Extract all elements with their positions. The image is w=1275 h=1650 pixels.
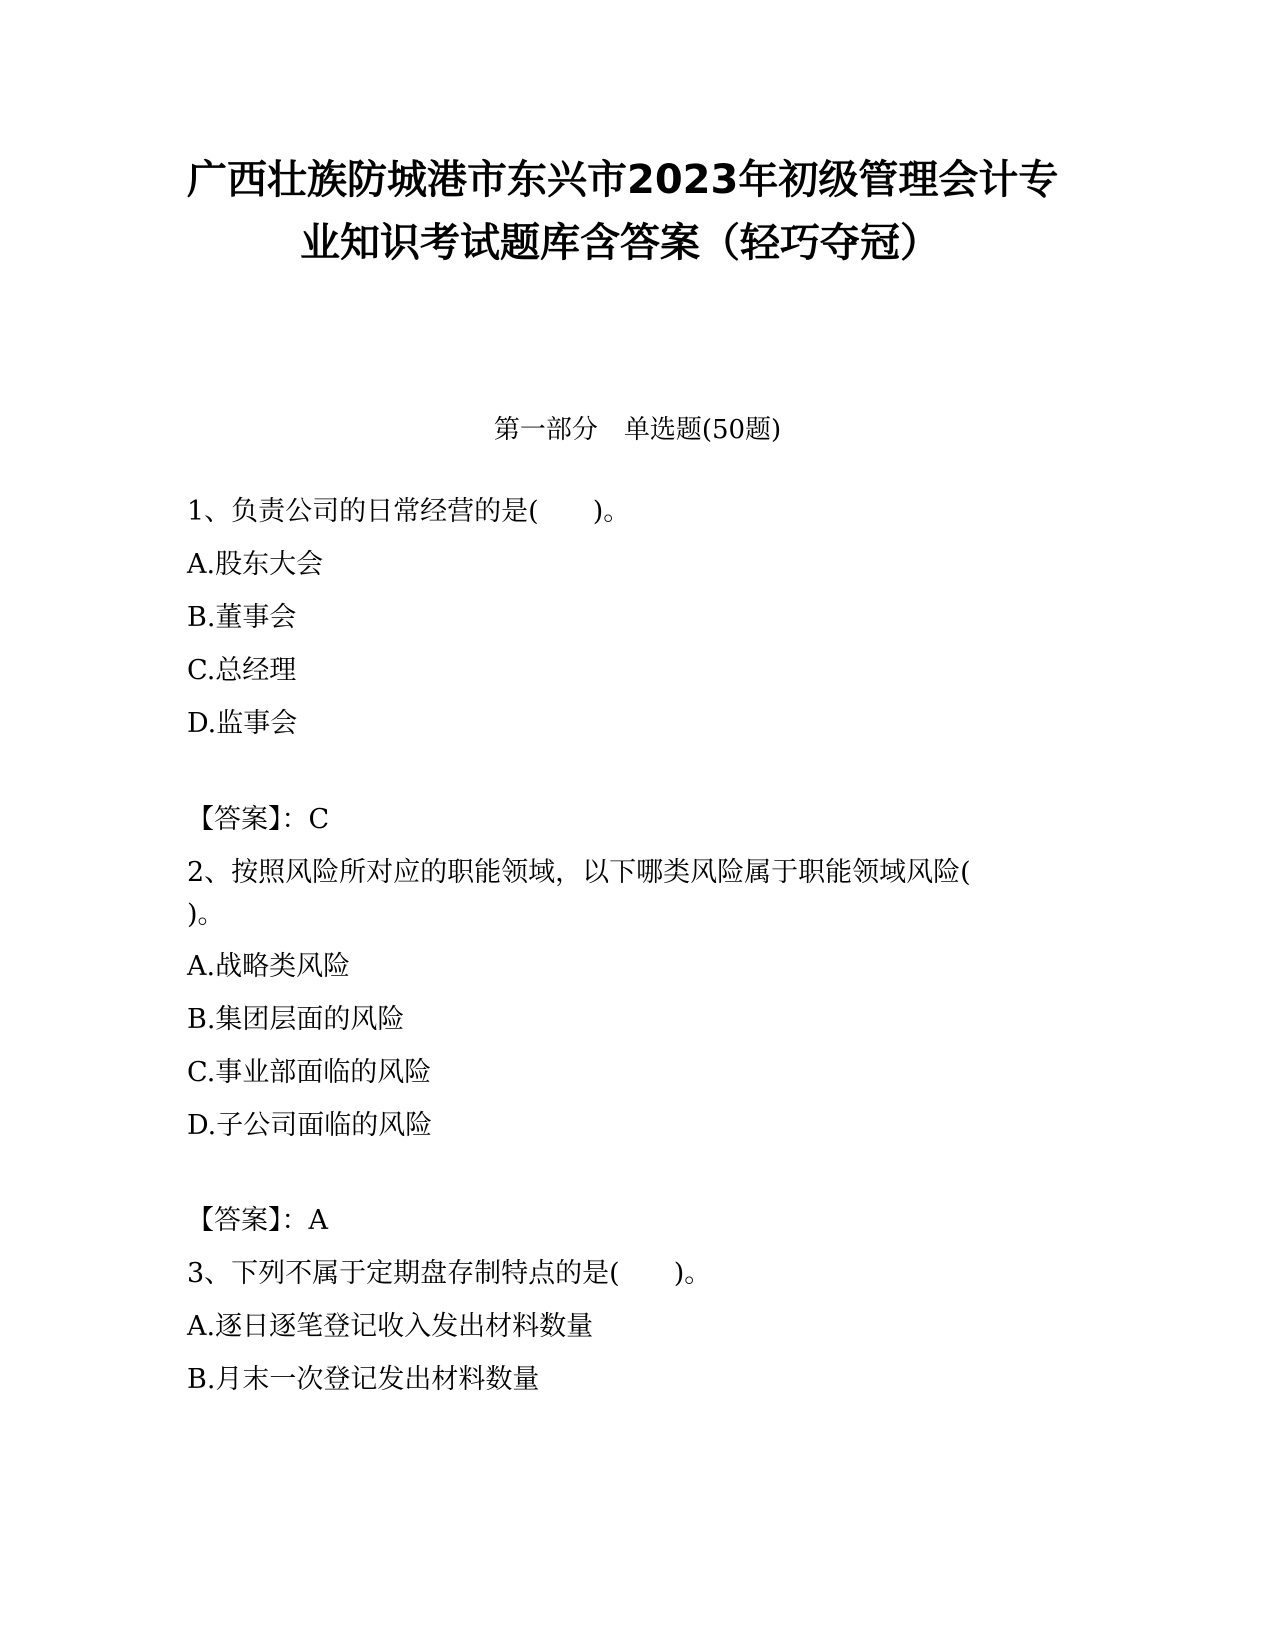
question-1-answer: 【答案】：C (187, 804, 330, 835)
question-1-option-d: D.监事会 (187, 708, 298, 739)
question-1-option-c: C.总经理 (187, 655, 297, 686)
question-3-stem: 3、下列不属于定期盘存制特点的是( )。 (187, 1258, 712, 1289)
question-2-stem-line-2: )。 (187, 899, 225, 930)
question-2-option-a: A.战略类风险 (187, 951, 351, 982)
section-heading: 第一部分 单选题(50题) (493, 415, 782, 445)
question-2-option-d: D.子公司面临的风险 (187, 1110, 433, 1141)
question-3-option-a: A.逐日逐笔登记收入发出材料数量 (187, 1311, 594, 1342)
question-3-option-b: B.月末一次登记发出材料数量 (187, 1364, 540, 1395)
document-title-line-1: 广西壮族防城港市东兴市2023年初级管理会计专 (187, 157, 1059, 203)
question-2-answer: 【答案】：A (187, 1205, 328, 1236)
document-title-line-2: 业知识考试题库含答案（轻巧夺冠） (300, 220, 940, 266)
question-1-option-a: A.股东大会 (187, 549, 324, 580)
question-2-option-b: B.集团层面的风险 (187, 1004, 405, 1035)
question-1-option-b: B.董事会 (187, 602, 297, 633)
question-1-stem: 1、负责公司的日常经营的是( )。 (187, 496, 631, 527)
question-2-option-c: C.事业部面临的风险 (187, 1057, 432, 1088)
question-2-stem-line-1: 2、按照风险所对应的职能领域，以下哪类风险属于职能领域风险( (187, 857, 971, 888)
